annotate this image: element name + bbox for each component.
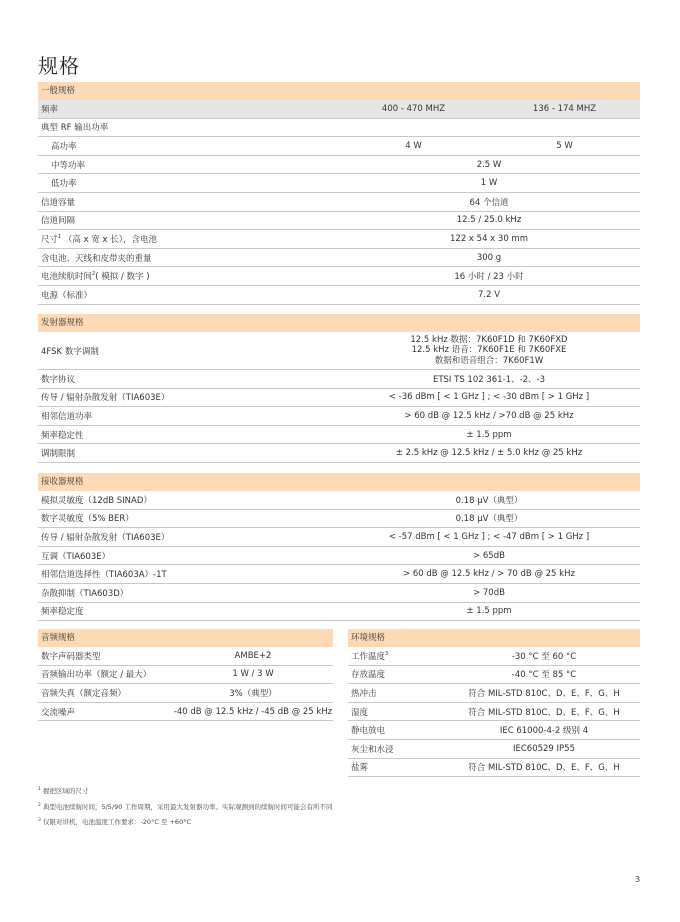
- footnote-2: $^2$ 典型电池续航时间，5/5/90 工作周期，采用最大发射器功率。实际观测到的续航时间可能会有所不同: [38, 802, 333, 811]
- page-title: 规格: [38, 54, 80, 78]
- environment-specs-table: [348, 629, 640, 777]
- row-value: 0.18 μV（典型）: [455, 495, 523, 506]
- table-row-dimensions: [38, 230, 640, 249]
- row-value: > 60 dB @ 12.5 kHz / > 70 dB @ 25 kHz: [403, 569, 575, 580]
- row-value: 12.5 kHz 数据：7K60F1D 和 7K60FXD 12.5 kHz 语音：7K60F1E 和 7K60FXE 数据和语音组合：7K60F1W: [410, 334, 568, 366]
- row-value-uhf: 4 W: [405, 140, 422, 151]
- table-row-spurious: [38, 389, 640, 408]
- row-value: 0.18 μV（典型）: [455, 514, 523, 525]
- row-value: 1 W / 3 W: [232, 669, 274, 680]
- table-row-esd: [348, 721, 640, 740]
- table-row-dust-water: [348, 740, 640, 759]
- row-value-vhf: 5 W: [556, 140, 573, 151]
- row-label: 存放温度: [351, 670, 386, 681]
- section-header-audio: 音频规格: [38, 629, 333, 647]
- row-value: ± 1.5 ppm: [466, 429, 512, 440]
- table-row-low-power: [38, 174, 640, 193]
- row-label: 音频失真（额定音频）: [41, 688, 127, 699]
- table-row-hum-noise: [38, 703, 333, 722]
- row-value: -30 °C 至 60 °C: [511, 651, 577, 662]
- row-value: 7.2 V: [477, 289, 501, 300]
- row-label: 数字声码器类型: [41, 651, 101, 662]
- row-label: 盐雾: [351, 763, 369, 774]
- table-row-mod-limit: [38, 444, 640, 463]
- table-row-distortion: [38, 684, 333, 703]
- row-label: 频率: [41, 104, 59, 115]
- table-row-output-power: [38, 666, 333, 685]
- row-value: IEC 61000-4-2 级别 4: [499, 726, 589, 737]
- row-value: 122 x 54 x 30 mm: [450, 233, 528, 244]
- row-value: 3%（典型）: [229, 688, 277, 699]
- row-value: 2.5 W: [476, 159, 502, 170]
- row-value: 符合 MIL-STD 810C、D、E、F、G、H: [468, 688, 620, 699]
- receiver-specs-table: [38, 473, 640, 621]
- table-row-freq-stability: [38, 426, 640, 445]
- row-label: 电池续航时间$^2$( 模拟 / 数字 ): [41, 271, 150, 283]
- table-row-frequency: [38, 100, 640, 119]
- row-value: -40 °C 至 85 °C: [511, 670, 577, 681]
- row-value: 16 小时 / 23 小时: [454, 272, 524, 283]
- table-row-thermal-shock: [348, 684, 640, 703]
- table-row-mid-power: [38, 156, 640, 175]
- row-value: 1 W: [480, 178, 498, 189]
- row-label: 尺寸$^1$ （高 x 宽 x 长），含电池: [41, 234, 158, 245]
- row-label: 杂散抑制（TIA603D）: [41, 588, 129, 599]
- row-label: 传导 / 辐射杂散发射（TIA603E）: [41, 393, 170, 404]
- transmitter-specs-table: [38, 314, 640, 463]
- row-label: 灰尘和水浸: [351, 744, 394, 755]
- row-value: -40 dB @ 12.5 kHz / -45 dB @ 25 kHz: [173, 706, 333, 717]
- table-row-humidity: [348, 703, 640, 722]
- page-number: 3: [635, 875, 641, 884]
- table-row-adjacent-sel: [38, 565, 640, 584]
- row-label: 相邻信道功率: [41, 411, 93, 422]
- footnote-ref: 1: [58, 234, 62, 241]
- table-row-channel-capacity: [38, 193, 640, 212]
- row-label: 模拟灵敏度（12dB SINAD）: [41, 495, 152, 506]
- table-row-vocoder: [38, 647, 333, 666]
- row-label: 数字协议: [41, 374, 76, 385]
- table-row-salt-fog: [348, 759, 640, 778]
- section-header-environment: 环境规格: [348, 629, 640, 647]
- table-row-spurious: [38, 528, 640, 547]
- row-label: 传导 / 辐射杂散发射（TIA603E）: [41, 532, 170, 543]
- table-row-analog-sens: [38, 491, 640, 510]
- table-row-rf-power: [38, 119, 640, 138]
- table-row-power-supply: [38, 286, 640, 305]
- row-label: 数字灵敏度（5% BER）: [41, 514, 134, 525]
- row-label: 频率稳定度: [41, 607, 84, 618]
- row-label: 中等功率: [51, 160, 86, 171]
- table-row-battery-life: [38, 267, 640, 286]
- row-value: ETSI TS 102 361-1、-2、-3: [432, 374, 546, 385]
- table-row-modulation: [38, 332, 640, 370]
- row-value: IEC60529 IP55: [512, 743, 575, 754]
- row-value: > 70dB: [473, 587, 505, 598]
- row-value: 符合 MIL-STD 810C、D、E、F、G、H: [468, 707, 620, 718]
- row-label: 相邻信道选择性（TIA603A）-1T: [41, 570, 167, 581]
- row-value: > 60 dB @ 12.5 kHz / >70 dB @ 25 kHz: [404, 410, 574, 421]
- row-value: ± 2.5 kHz @ 12.5 kHz / ± 5.0 kHz @ 25 kHz: [395, 448, 583, 459]
- row-label: 信道间隔: [41, 216, 76, 227]
- general-specs-table: [38, 82, 640, 305]
- table-row-protocol: [38, 370, 640, 389]
- row-label: 含电池、天线和皮带夹的重量: [41, 253, 152, 264]
- row-value: 300 g: [476, 252, 502, 263]
- row-label: 热冲击: [351, 688, 377, 699]
- footnotes: [38, 783, 332, 830]
- table-row-adjacent-power: [38, 407, 640, 426]
- row-label: 湿度: [351, 707, 369, 718]
- row-label: 典型 RF 输出功率: [41, 123, 109, 134]
- footnote-ref: 2: [92, 271, 96, 278]
- row-value: < -57 dBm [ < 1 GHz ] ; < -47 dBm [ > 1 GHz ]: [388, 531, 590, 542]
- section-header-general: 一般规格: [38, 82, 640, 100]
- table-row-weight: [38, 249, 640, 268]
- row-label: 4FSK 数字调制: [41, 346, 99, 357]
- row-value: 符合 MIL-STD 810C、D、E、F、G、H: [468, 763, 620, 774]
- row-label: 静电放电: [351, 726, 386, 737]
- row-label: 互调（TIA603E）: [41, 551, 111, 562]
- row-value: < -36 dBm [ < 1 GHz ] ; < -30 dBm [ > 1 GHz ]: [388, 392, 590, 403]
- section-header-receiver: 接收器规格: [38, 473, 640, 491]
- section-header-transmitter: 发射器规格: [38, 314, 640, 332]
- footnote-3: $^3$ 仅限对讲机，电池温度工作要求：-20°C 至 +60°C: [38, 818, 191, 827]
- table-row-spur-reject: [38, 584, 640, 603]
- table-row-intermod: [38, 547, 640, 566]
- row-label: 电源（标准）: [41, 290, 93, 301]
- footnote-ref: 3: [385, 650, 389, 657]
- row-label: 低功率: [51, 179, 77, 190]
- table-row-high-power: [38, 137, 640, 156]
- table-row-digital-sens: [38, 510, 640, 529]
- row-label: 信道容量: [41, 197, 76, 208]
- audio-specs-table: [38, 629, 333, 721]
- row-value: > 65dB: [473, 550, 505, 561]
- row-label: 调制限制: [41, 449, 76, 460]
- row-value-uhf: 400 - 470 MHZ: [381, 103, 446, 114]
- footnote-1: $^1$ 握把区域的尺寸: [38, 787, 89, 796]
- table-row-op-temp: [348, 647, 640, 666]
- row-label: 音频输出功率（额定 / 最大）: [41, 670, 152, 681]
- row-label: 工作温度$^3$: [351, 650, 389, 662]
- table-row-storage-temp: [348, 666, 640, 685]
- table-row-freq-stability: [38, 603, 640, 622]
- row-value: AMBE+2: [234, 650, 272, 661]
- row-label: 高功率: [51, 141, 77, 152]
- row-value: ± 1.5 ppm: [466, 606, 512, 617]
- row-label: 频率稳定性: [41, 430, 84, 441]
- table-row-channel-spacing: [38, 212, 640, 231]
- row-value: 12.5 / 25.0 kHz: [456, 215, 522, 226]
- row-label: 交流噪声: [41, 707, 76, 718]
- row-value-vhf: 136 - 174 MHZ: [532, 103, 597, 114]
- row-value: 64 个信道: [469, 197, 509, 208]
